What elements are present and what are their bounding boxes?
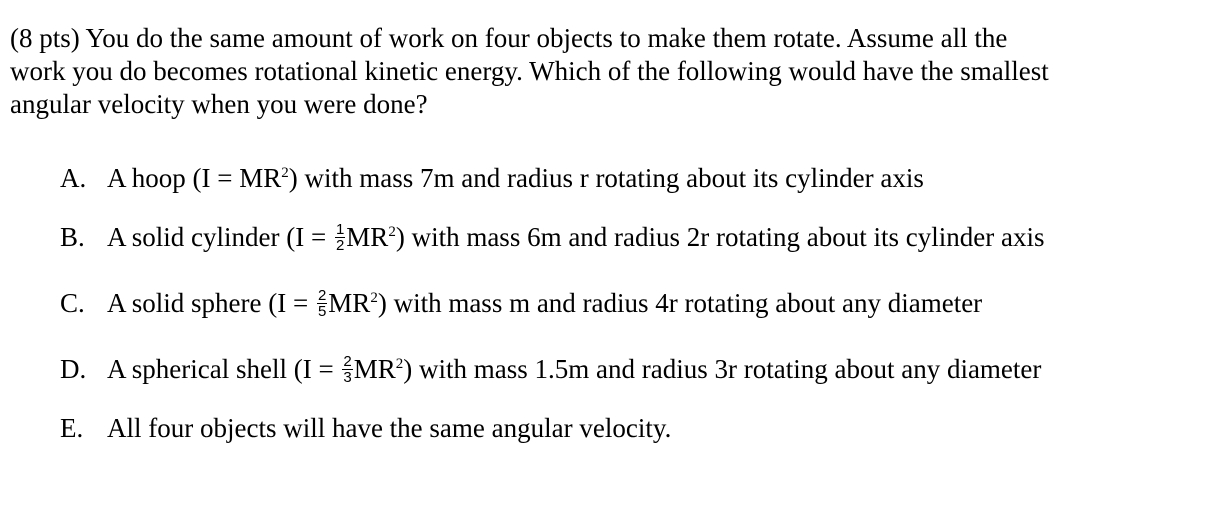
option-d[interactable]: [60, 349, 1041, 389]
option-b-fraction: [335, 222, 345, 253]
option-e-text: All four objects will have the same angular velocity.: [107, 413, 672, 443]
option-b-exponent: 2: [388, 224, 396, 240]
option-b-frac-numerator: 1: [335, 221, 345, 239]
option-d-fraction: [342, 354, 352, 385]
option-c-text-mid: MR: [328, 288, 371, 318]
option-d-letter: D.: [60, 354, 87, 384]
option-c-letter: C.: [60, 288, 85, 318]
option-b-text-mid: MR: [346, 222, 389, 252]
question-text: [10, 22, 1210, 121]
question-line-1-text: You do the same amount of work on four objects to make them rotate. Assume all the: [85, 23, 1008, 53]
option-d-text-mid: MR: [353, 354, 396, 384]
option-b-frac-denominator: 2: [335, 237, 345, 255]
option-b-letter: B.: [60, 222, 85, 252]
option-a[interactable]: [60, 158, 924, 198]
option-d-text-post: ) with mass 1.5m and radius 3r rotating about any diameter: [403, 354, 1042, 384]
option-c-text-post: ) with mass m and radius 4r rotating about any diameter: [377, 288, 983, 318]
option-c-frac-numerator: 2: [317, 287, 327, 305]
option-b[interactable]: [60, 217, 1044, 257]
option-e[interactable]: [60, 408, 671, 448]
option-a-letter: A.: [60, 163, 87, 193]
option-d-frac-denominator: 3: [343, 369, 352, 387]
option-d-text-pre: A spherical shell (I =: [107, 354, 341, 384]
option-b-text-pre: A solid cylinder (I =: [107, 222, 333, 252]
option-c-fraction: [317, 288, 327, 319]
question-line-2: work you do becomes rotational kinetic energy. Which of the following would have the smallest: [10, 56, 1049, 86]
option-a-text-pre: A hoop (I = MR: [107, 163, 282, 193]
question-line-1: [10, 22, 1210, 55]
option-d-frac-numerator: 2: [343, 353, 352, 371]
option-a-exponent: 2: [281, 165, 289, 181]
question-points: (8 pts): [10, 23, 80, 53]
option-e-letter: E.: [60, 413, 84, 443]
option-a-text-post: ) with mass 7m and radius r rotating about its cylinder axis: [288, 163, 924, 193]
option-c[interactable]: [60, 283, 982, 323]
question-line-3: angular velocity when you were done?: [10, 89, 428, 119]
option-d-exponent: 2: [395, 356, 404, 372]
option-b-text-post: ) with mass 6m and radius 2r rotating about its cylinder axis: [395, 222, 1045, 252]
option-c-text-pre: A solid sphere (I =: [107, 288, 315, 318]
option-c-frac-denominator: 5: [317, 303, 327, 321]
option-c-exponent: 2: [370, 290, 378, 306]
